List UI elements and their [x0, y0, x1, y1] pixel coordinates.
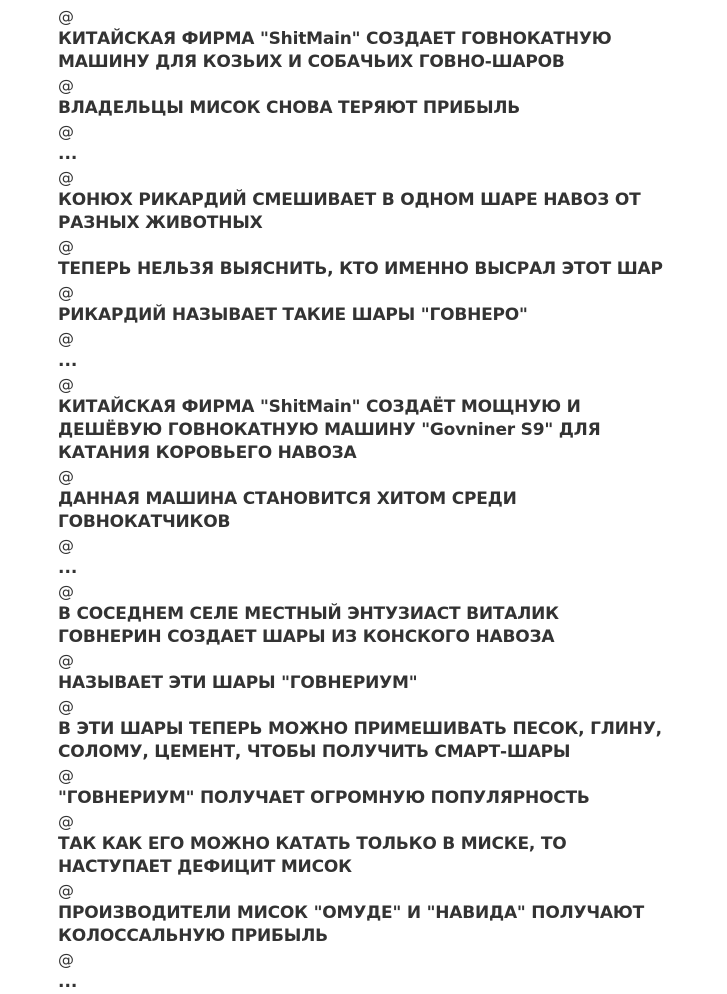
text-line: РАЗНЫХ ЖИВОТНЫХ	[58, 213, 263, 233]
ellipsis-line: ...	[58, 144, 78, 164]
text-line: В СОСЕДНЕМ СЕЛЕ МЕСТНЫЙ ЭНТУЗИАСТ ВИТАЛИК	[58, 604, 559, 624]
separator-at: @	[58, 76, 74, 95]
separator-at: @	[58, 467, 74, 486]
text-line: КИТАЙСКАЯ ФИРМА "ShitMain" СОЗДАЁТ МОЩНУЮ И	[58, 397, 581, 417]
text-line: КИТАЙСКАЯ ФИРМА "ShitMain" СОЗДАЕТ ГОВНОКАТНУЮ	[58, 29, 612, 49]
ellipsis-line: ...	[58, 972, 78, 992]
text-line: МАШИНУ ДЛЯ КОЗЬИХ И СОБАЧЬИХ ГОВНО-ШАРОВ	[58, 52, 565, 72]
text-line: КАТАНИЯ КОРОВЬЕГО НАВОЗА	[58, 443, 357, 463]
text-line: НАЗЫВАЕТ ЭТИ ШАРЫ "ГОВНЕРИУМ"	[58, 673, 418, 693]
separator-at: @	[58, 7, 74, 26]
separator-at: @	[58, 283, 74, 302]
text-line: ТАК КАК ЕГО МОЖНО КАТАТЬ ТОЛЬКО В МИСКЕ, ТО	[58, 834, 567, 854]
text-line: КОЛОССАЛЬНУЮ ПРИБЫЛЬ	[58, 926, 328, 946]
text-line: ГОВНЕРИН СОЗДАЕТ ШАРЫ ИЗ КОНСКОГО НАВОЗА	[58, 627, 555, 647]
separator-at: @	[58, 375, 74, 394]
text-line: НАСТУПАЕТ ДЕФИЦИТ МИСОК	[58, 857, 352, 877]
text-line: В ЭТИ ШАРЫ ТЕПЕРЬ МОЖНО ПРИМЕШИВАТЬ ПЕСОК, ГЛИНУ,	[58, 719, 662, 739]
separator-at: @	[58, 329, 74, 348]
separator-at: @	[58, 122, 74, 141]
text-line: ДЕШЁВУЮ ГОВНОКАТНУЮ МАШИНУ "Govniner S9" ДЛЯ	[58, 420, 601, 440]
text-line: ТЕПЕРЬ НЕЛЬЗЯ ВЫЯСНИТЬ, КТО ИМЕННО ВЫСРАЛ ЭТОТ ШАР	[58, 259, 663, 279]
separator-at: @	[58, 950, 74, 969]
text-line: КОНЮХ РИКАРДИЙ СМЕШИВАЕТ В ОДНОМ ШАРЕ НАВОЗ ОТ	[58, 190, 641, 210]
text-line: ГОВНОКАТЧИКОВ	[58, 512, 231, 532]
ellipsis-line: ...	[58, 351, 78, 371]
text-line: ВЛАДЕЛЬЦЫ МИСОК СНОВА ТЕРЯЮТ ПРИБЫЛЬ	[58, 98, 521, 118]
text-line: РИКАРДИЙ НАЗЫВАЕТ ТАКИЕ ШАРЫ "ГОВНЕРО"	[58, 305, 528, 325]
separator-at: @	[58, 168, 74, 187]
separator-at: @	[58, 536, 74, 555]
separator-at: @	[58, 697, 74, 716]
text-line: СОЛОМУ, ЦЕМЕНТ, ЧТОБЫ ПОЛУЧИТЬ СМАРТ-ШАРЫ	[58, 742, 571, 762]
text-line: ПРОИЗВОДИТЕЛИ МИСОК "ОМУДЕ" И "НАВИДА" ПОЛУЧАЮТ	[58, 903, 645, 923]
separator-at: @	[58, 582, 74, 601]
separator-at: @	[58, 766, 74, 785]
separator-at: @	[58, 651, 74, 670]
text-line: ДАННАЯ МАШИНА СТАНОВИТСЯ ХИТОМ СРЕДИ	[58, 489, 517, 509]
separator-at: @	[58, 237, 74, 256]
separator-at: @	[58, 812, 74, 831]
ellipsis-line: ...	[58, 558, 78, 578]
text-line: "ГОВНЕРИУМ" ПОЛУЧАЕТ ОГРОМНУЮ ПОПУЛЯРНОСТЬ	[58, 788, 590, 808]
post-body	[58, 5, 723, 994]
separator-at: @	[58, 881, 74, 900]
